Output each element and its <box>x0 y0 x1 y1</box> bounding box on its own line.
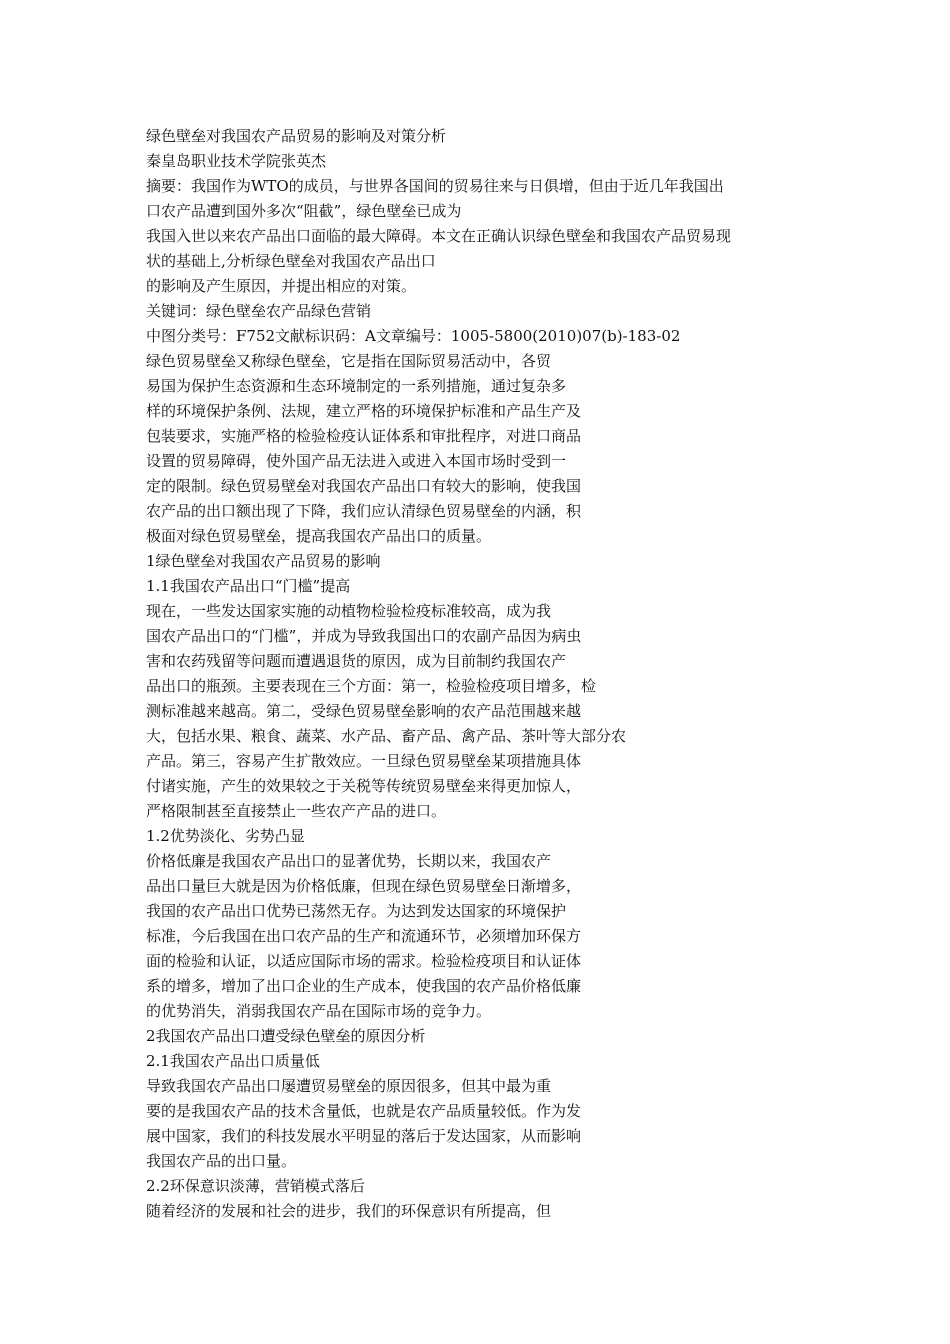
paragraph-line: 害和农药残留等问题而遭遇退货的原因，成为目前制约我国农产 <box>146 652 567 670</box>
paragraph-line: 我国农产品的出口量。 <box>146 1152 297 1170</box>
paragraph-line: 绿色贸易壁垒又称绿色壁垒，它是指在国际贸易活动中，各贸 <box>146 352 552 370</box>
paragraph-line: 测标准越来越高。第二，受绿色贸易壁垒影响的农产品范围越来越 <box>146 702 582 720</box>
classification-line: 中图分类号：F752文献标识码：A文章编号：1005-5800(2010)07(b)-183-02 <box>146 327 681 345</box>
paragraph-line: 国农产品出口的“门槛”，并成为导致我国出口的农副产品因为病虫 <box>146 627 582 645</box>
paragraph-line: 包装要求，实施严格的检验检疫认证体系和审批程序，对进口商品 <box>146 427 582 445</box>
document-title: 绿色壁垒对我国农产品贸易的影响及对策分析 <box>146 127 447 145</box>
paragraph-line: 品出口量巨大就是因为价格低廉，但现在绿色贸易壁垒日渐增多， <box>146 877 582 895</box>
paragraph-line: 展中国家，我们的科技发展水平明显的落后于发达国家，从而影响 <box>146 1127 582 1145</box>
subsection-heading: 1.2优势淡化、劣势凸显 <box>146 827 305 845</box>
paragraph-line: 设置的贸易障碍，使外国产品无法进入或进入本国市场时受到一 <box>146 452 567 470</box>
subsection-heading: 2.2环保意识淡薄，营销模式落后 <box>146 1177 365 1195</box>
paragraph-line: 极面对绿色贸易壁垒，提高我国农产品出口的质量。 <box>146 527 492 545</box>
paragraph-line: 标准，今后我国在出口农产品的生产和流通环节，必须增加环保方 <box>146 927 582 945</box>
abstract-line: 状的基础上,分析绿色壁垒对我国农产品出口 <box>146 252 436 270</box>
paragraph-line: 定的限制。绿色贸易壁垒对我国农产品出口有较大的影响，使我国 <box>146 477 582 495</box>
paragraph-line: 的优势消失，消弱我国农产品在国际市场的竞争力。 <box>146 1002 492 1020</box>
paragraph-line: 严格限制甚至直接禁止一些农产产品的进口。 <box>146 802 447 820</box>
paragraph-line: 面的检验和认证，以适应国际市场的需求。检验检疫项目和认证体 <box>146 952 582 970</box>
paragraph-line: 样的环境保护条例、法规，建立严格的环境保护标准和产品生产及 <box>146 402 582 420</box>
paragraph-line: 价格低廉是我国农产品出口的显著优势，长期以来，我国农产 <box>146 852 552 870</box>
paragraph-line: 要的是我国农产品的技术含量低，也就是农产品质量较低。作为发 <box>146 1102 582 1120</box>
paragraph-line: 付诸实施，产生的效果较之于关税等传统贸易壁垒来得更加惊人， <box>146 777 582 795</box>
paragraph-line: 系的增多，增加了出口企业的生产成本，使我国的农产品价格低廉 <box>146 977 582 995</box>
paragraph-line: 我国的农产品出口优势已荡然无存。为达到发达国家的环境保护 <box>146 902 567 920</box>
author-line: 秦皇岛职业技术学院张英杰 <box>146 152 327 170</box>
paragraph-line: 易国为保护生态资源和生态环境制定的一系列措施，通过复杂多 <box>146 377 567 395</box>
abstract-line: 我国入世以来农产品出口面临的最大障碍。本文在正确认识绿色壁垒和我国农产品贸易现 <box>146 227 732 245</box>
paragraph-line: 随着经济的发展和社会的进步，我们的环保意识有所提高，但 <box>146 1202 552 1220</box>
abstract-line: 摘要：我国作为WTO的成员，与世界各国间的贸易往来与日俱增，但由于近几年我国出 <box>146 177 724 195</box>
paragraph-line: 导致我国农产品出口屡遭贸易壁垒的原因很多，但其中最为重 <box>146 1077 552 1095</box>
subsection-heading: 2.1我国农产品出口质量低 <box>146 1052 320 1070</box>
document-body <box>146 124 826 1224</box>
paragraph-line: 现在，一些发达国家实施的动植物检验检疫标准较高，成为我 <box>146 602 552 620</box>
abstract-line: 的影响及产生原因，并提出相应的对策。 <box>146 277 417 295</box>
paragraph-line: 大，包括水果、粮食、蔬菜、水产品、畜产品、禽产品、茶叶等大部分农 <box>146 727 627 745</box>
abstract-line: 口农产品遭到国外多次“阻截”，绿色壁垒已成为 <box>146 202 462 220</box>
section-heading: 1绿色壁垒对我国农产品贸易的影响 <box>146 552 381 570</box>
keywords-line: 关键词：绿色壁垒农产品绿色营销 <box>146 302 372 320</box>
subsection-heading: 1.1我国农产品出口“门槛”提高 <box>146 577 351 595</box>
paragraph-line: 品出口的瓶颈。主要表现在三个方面：第一，检验检疫项目增多，检 <box>146 677 597 695</box>
paragraph-line: 农产品的出口额出现了下降，我们应认清绿色贸易壁垒的内涵，积 <box>146 502 582 520</box>
paragraph-line: 产品。第三，容易产生扩散效应。一旦绿色贸易壁垒某项措施具体 <box>146 752 582 770</box>
section-heading: 2我国农产品出口遭受绿色壁垒的原因分析 <box>146 1027 426 1045</box>
